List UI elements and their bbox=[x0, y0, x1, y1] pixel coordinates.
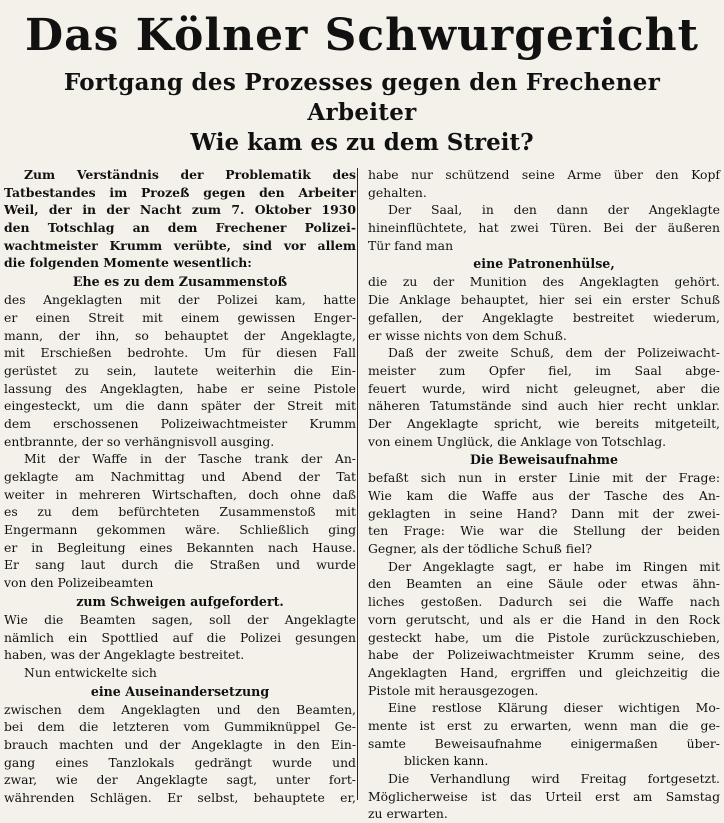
text-line: Der Saal, in den dann der Angeklagte bbox=[388, 202, 720, 218]
section-subheading: Die Beweisaufnahme bbox=[469, 452, 619, 468]
headline: Das Kölner Schwurgericht bbox=[25, 10, 699, 61]
text-line: geklagte am Nachmittag und Abend der Tat bbox=[4, 469, 356, 484]
text-line: weiter in mehreren Wirtschaften, doch ohne daß bbox=[4, 486, 356, 502]
text-line: Die Anklage behauptet, hier sei ein erster Schuß bbox=[368, 292, 720, 308]
text-line: Weil, der in der Nacht zum 7. Oktober 1930 bbox=[4, 202, 356, 218]
text-line: er in Begleitung eines Bekannten nach Hause. bbox=[4, 539, 356, 555]
text-line: zwar, wie der Angeklagte sagt, unter fort- bbox=[4, 772, 356, 788]
section-subheading: eine Auseinandersetzung bbox=[90, 683, 270, 699]
text-line: des Angeklagten mit der Polizei kam, hatte bbox=[4, 292, 356, 308]
text-line: die zu der Munition des Angeklagten gehört. bbox=[368, 274, 720, 290]
text-line: gehalten. bbox=[368, 184, 427, 200]
text-line: blicken kann. bbox=[404, 753, 489, 769]
text-line: habe nur schützend seine Arme über den Kopf bbox=[368, 167, 720, 182]
text-line: Nun entwickelte sich bbox=[24, 664, 157, 680]
text-line: lassung des Angeklagten, habe er seine Pistole bbox=[4, 380, 356, 396]
text-line: meister zum Opfer fiel, im Saal abge- bbox=[368, 362, 720, 378]
article-body bbox=[4, 166, 720, 822]
text-line: Wie kam die Waffe aus der Tasche des An- bbox=[368, 488, 720, 503]
text-line: es zu dem befürchteten Zusammenstoß mit bbox=[4, 504, 356, 520]
text-line: Wie die Beamten sagen, soll der Angeklagte bbox=[4, 611, 356, 627]
text-line: eingesteckt, um die dann später der Streit mit bbox=[4, 398, 356, 414]
text-line: Zum Verständnis der Problematik des bbox=[24, 167, 356, 182]
text-line: währenden Schlägen. Er selbst, behauptete er, bbox=[4, 790, 356, 805]
text-line: hineinflüchtete, hat zwei Türen. Bei der äußeren bbox=[368, 220, 720, 236]
text-line: Der Angeklagte spricht, wie bereits mitgeteilt, bbox=[368, 415, 720, 431]
question-heading: Wie kam es zu dem Streit? bbox=[190, 129, 534, 156]
text-line: Möglicherweise ist das Urteil erst am Samstag bbox=[368, 788, 720, 804]
left-column bbox=[4, 166, 356, 805]
text-line: zwischen dem Angeklagten und den Beamten, bbox=[4, 701, 356, 717]
text-line: haben, was der Angeklagte bestreitet. bbox=[4, 647, 245, 663]
text-line: bei dem die letzteren vom Gummiknüppel Ge- bbox=[4, 719, 356, 735]
text-line: dem erschossenen Polizeiwachtmeister Krumm bbox=[4, 415, 356, 431]
text-line: Der Angeklagte sagt, er habe im Ringen mit bbox=[388, 558, 720, 574]
text-line: Daß der zweite Schuß, dem der Polizeiwacht- bbox=[388, 345, 720, 361]
text-line: Eine restlose Klärung dieser wichtigen Mo- bbox=[388, 700, 720, 716]
text-line: mit Erschießen bedrohte. Um für diesen Fall bbox=[4, 345, 356, 361]
text-line: von einem Unglück, die Anklage von Totschlag. bbox=[368, 433, 667, 449]
text-line: liches gestoßen. Dadurch sei die Waffe nach bbox=[368, 594, 720, 610]
text-line: Die Verhandlung wird Freitag fortgesetzt. bbox=[388, 771, 720, 786]
text-line: vorn gerutscht, und als er die Hand in den Rock bbox=[368, 611, 720, 627]
text-line: die folgenden Momente wesentlich: bbox=[4, 255, 252, 271]
text-line: Tür fand man bbox=[368, 237, 454, 253]
text-line: mente ist erst zu erwarten, wenn man die ge- bbox=[368, 717, 720, 733]
text-line: den Beamten an eine Säule oder etwas ähn- bbox=[368, 576, 720, 592]
text-line: Tatbestandes im Prozeß gegen den Arbeiter bbox=[4, 184, 356, 200]
right-column bbox=[368, 166, 720, 822]
section-subheading: zum Schweigen aufgefordert. bbox=[76, 593, 284, 609]
text-line: befaßt sich nun in erster Linie mit der Frage: bbox=[368, 470, 720, 486]
text-line: gerüstet zu sein, lautete weiterhin die Ein- bbox=[4, 362, 356, 378]
text-line: gang eines Tanzlokals gedrängt wurde und bbox=[4, 754, 356, 770]
text-line: Angeklagten Hand, ergriffen und gleichzeitig die bbox=[368, 664, 720, 680]
text-line: gesteckt habe, um die Pistole zurückzuschieben, bbox=[368, 629, 720, 645]
text-line: ten Frage: Wie war die Stellung der beiden bbox=[368, 523, 720, 539]
text-line: nämlich ein Spottlied auf die Polizei gesungen bbox=[4, 629, 356, 645]
text-line: Gegner, als der tödliche Schuß fiel? bbox=[368, 541, 592, 557]
text-line: er wisse nichts von dem Schuß. bbox=[368, 327, 567, 343]
text-line: feuert wurde, wird nicht geleugnet, aber die bbox=[368, 380, 720, 396]
text-line: Mit der Waffe in der Tasche trank der An- bbox=[24, 451, 356, 467]
text-line: geklagten in seine Hand? Dann mit der zwei- bbox=[368, 505, 720, 521]
text-line: gefallen, der Angeklagte bestreitet wiederum, bbox=[368, 309, 720, 325]
text-line: wachtmeister Krumm verübte, sind vor allem bbox=[4, 237, 356, 253]
text-line: Er sang laut durch die Straßen und wurde bbox=[4, 557, 356, 573]
text-line: samte Beweisaufnahme einigermaßen über- bbox=[368, 735, 720, 751]
text-line: näheren Tatumstände sind auch hier recht unklar. bbox=[368, 398, 720, 414]
text-line: den Totschlag an dem Frechener Polizei- bbox=[4, 220, 356, 236]
text-line: entbrannte, der so verhängnisvoll ausging. bbox=[4, 433, 275, 449]
subheadline: Fortgang des Prozesses gegen den Frechener Arbeiter bbox=[63, 69, 661, 126]
text-line: von den Polizeibeamten bbox=[4, 575, 154, 591]
text-line: mann, der ihn, so behauptet der Angeklagte, bbox=[4, 327, 356, 343]
text-line: Engermann gekommen wäre. Schließlich ging bbox=[4, 522, 356, 538]
text-line: brauch machten und der Angeklagte in den Ein- bbox=[4, 736, 356, 752]
text-line: habe der Polizeiwachtmeister Krumm seine, des bbox=[368, 647, 720, 663]
text-line: er einen Streit mit einem gewissen Enger- bbox=[4, 309, 356, 325]
text-line: Pistole mit herausgezogen. bbox=[368, 682, 539, 698]
section-subheading: Ehe es zu dem Zusammenstoß bbox=[72, 274, 288, 290]
text-line: zu erwarten. bbox=[368, 806, 448, 822]
section-subheading: eine Patronenhülse, bbox=[473, 256, 615, 272]
